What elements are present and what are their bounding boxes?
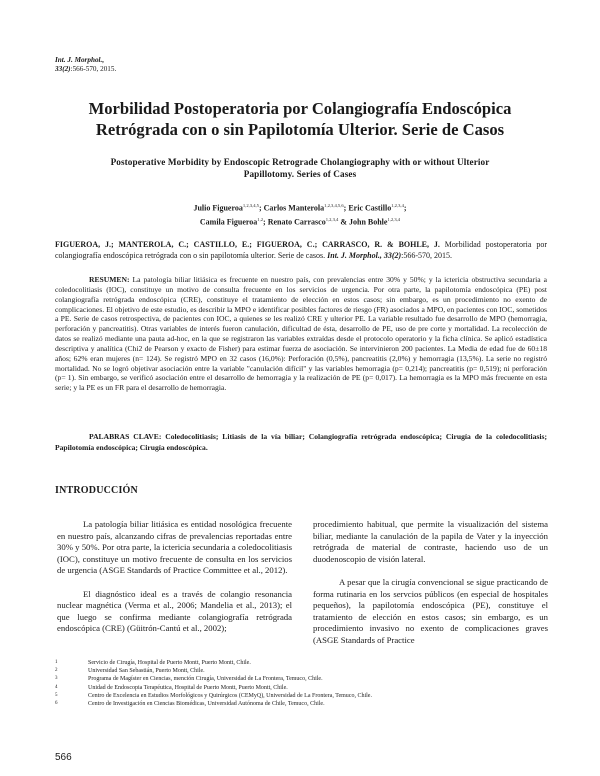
citation-pages: :566-570, 2015.	[401, 250, 453, 260]
footnote-text: Universidad San Sebastián, Puerto Montt, Chile.	[88, 668, 205, 675]
body-column-left	[57, 519, 292, 635]
footnote	[55, 700, 475, 708]
citation	[55, 240, 547, 261]
footnote-text: Centro de Excelencia en Estudios Morfológicos y Quirúrgicos (CEMyQ), Universidad de La Frontera, Temuco, Chile.	[88, 692, 372, 699]
footnote	[55, 659, 475, 667]
footnote-text: Centro de Investigación en Ciencias Biomédicas, Universidad Autónoma de Chile, Temuco, Chile.	[88, 701, 325, 708]
keywords-label: PALABRAS CLAVE:	[89, 432, 162, 441]
paragraph: El diagnóstico ideal es a través de colangio resonancia nuclear magnética (Verma et al., 2006; Mandelia et al., 2013); el que luego se confirma mediante colangiografía retrógrada endoscópica (CRE) (Güitrón-Cantú et al., 2002);	[57, 588, 292, 634]
abstract	[55, 275, 547, 393]
abstract-text: La patología biliar litiásica es frecuente en nuestro país, con prevalencias entre 30% y 50%; y la ictericia obstructiva secundaria a coledocolitiasis (IOC), constituye un motivo de consulta frecuente en los servicios de urgencia. Por otra parte, la papilotomía endoscópica (PE) post colangiografía retrógrada endoscópica (CRE), constituye el tratamiento de elección en estos casos; sin embargo, es un procedimiento no exento de complicaciones. El objetivo de este estudio, es describir la MPO e identificar posibles factores de riesgo (FR) asociados a MPO, en pacientes con IOC, sometidos a PE. Serie de casos retrospectiva, de pacientes con IOC, a quienes se les realizó CRE y ulterior PE. La variable resultado fue desarrollo de MPO (hemorragia, perforación y pancreatitis). Otras variables de interés fueron canulación, dificultad de ésta, desarrollo de PE, uso de pre corte y mortalidad. La recolección de datos se realizó mediante una pauta ad-hoc, en la que se registraron las variables extraídas desde el protocolo operatorio y la ficha clínica. Se aplicó estadística descriptiva y analítica (Chi2 de Pearson y exacto de Fisher) para estimar fuerza de asociación. Se intervinieron 200 pacientes. La Media de edad fue de 60±18 años; 62% eran mujeres (n= 124). Se registró MPO en 32 casos (16,0%): Perforación (0,5%), pancreatitis (2,0%) y hemorragia (13,5%). La serie no registró mortalidad. No se logró objetivar asociación entre la variable "canulación difícil" y las variables hemorragia (p= 0,214); pancreatitis (p= 0,519); ni perforación (p= 1). Sin embargo, se verificó asociación entre el desarrollo de hemorragia y la realización de PE (p= 0,017). La hemorragia es la MPO más frecuente en esta serie; y la PE es un FR para el desarrollo de hemorragia.	[55, 275, 547, 393]
citation-authors: FIGUEROA, J.; MANTEROLA, C.; CASTILLO, E.; FIGUEROA, C.; CARRASCO, R. & BOHLE, J.	[55, 240, 440, 249]
paragraph: La patología biliar litiásica es entidad nosológica frecuente en nuestro país, alcanzando cifras de prevalencias reportadas entre 30% y 50%. Por otra parte, la ictericia secundaria a coledocolitiasis (IOC), constituye un motivo frecuente de consulta en los servicios de urgencia (ASGE Standards of Practice Committee et al., 2012).	[57, 519, 292, 576]
author-affiliation: 1,2,3,4	[387, 217, 401, 223]
footnote-text: Programa de Magíster en Ciencias, mención Cirugía, Universidad de La Frontera, Temuco, Chile.	[88, 676, 323, 683]
page-number: 566	[55, 752, 72, 763]
journal-issue: 33(2)	[55, 65, 71, 73]
footnote-text: Servicio de Cirugía, Hospital de Puerto Montt, Puerto Montt, Chile.	[88, 660, 251, 666]
author-name: Carlos Manterola	[263, 203, 325, 213]
citation-journal: Int. J. Morphol., 33(2)	[327, 250, 402, 260]
paragraph: procedimiento habitual, que permite la visualización del sistema biliar, mediante la canulación de la papila de Vater y la inyección retrógrada de material de contraste, haciendo uso de un duodenoscopio de visión lateral.	[313, 519, 548, 564]
citation-text: Morbilidad postoperatoria por colangiografía endoscópica retrógrada con o sin papilotomía ulterior. Serie de casos.	[55, 240, 547, 260]
author-affiliation: 1,2,3,4,5,6	[324, 203, 344, 208]
article-title: Morbilidad Postoperatoria por Colangiografía Endoscópica Retrógrada con o sin Papilotomía Ulterior. Serie de Casos	[88, 99, 512, 139]
footnote-mark: 6	[55, 701, 58, 707]
footnotes	[55, 659, 475, 708]
footnote-mark: 3	[55, 676, 58, 682]
journal-reference	[55, 56, 116, 74]
footnote	[55, 667, 475, 675]
footnote-text: Unidad de Endoscopia Terapéutica, Hospital de Puerto Montt, Puerto Montt, Chile.	[88, 684, 288, 691]
journal-name: Int. J. Morphol.,	[55, 56, 105, 64]
footnote-mark: 5	[55, 692, 58, 698]
author-list: Julio Figueroa$^{1,2,3,4,5}$; Carlos Manterola$^{1,2,3,4,5,6}$; Eric Castillo$^{1,2,3,4}$; Camila Figueroa$^{1,2}$; Renato Carrasco$^{1,2,3,4}$ & John Bohle$^{1,2,3,4}$	[193, 203, 407, 227]
english-title: Postoperative Morbidity by Endoscopic Retrograde Cholangiography with or without Ulterior Papillotomy. Series of Cases	[110, 157, 490, 179]
footnote	[55, 692, 475, 700]
author-affiliation: 1,2,3,4	[325, 217, 339, 223]
keywords	[55, 432, 547, 453]
footnote	[55, 684, 475, 692]
author-name: Renato Carrasco	[267, 217, 326, 227]
author-affiliation: 1,2,3,4	[391, 203, 404, 208]
author-name: Eric Castillo	[348, 203, 392, 213]
journal-pages: :566-570, 2015.	[70, 65, 117, 73]
author-affiliation: 1,2,3,4,5	[242, 203, 259, 208]
author-name: Camila Figueroa	[199, 217, 258, 227]
author-name: Julio Figueroa	[193, 203, 243, 213]
footnote-mark: 4	[55, 684, 58, 690]
body-column-right	[313, 519, 548, 647]
author-affiliation: 1,2	[257, 217, 264, 223]
footnote	[55, 675, 475, 683]
section-heading: INTRODUCCIÓN	[55, 485, 138, 496]
paragraph: A pesar que la cirugía convencional se sigue practicando de forma rutinaria en los servcios públicos (en especial de hospitales pequeños), la papilotomía endoscópica (PE), constituye el tratamiento de elección en estos casos; sin embargo, es un procedimiento invasivo no exento de complicaciones graves (ASGE Standards of Practice	[313, 576, 548, 645]
footnote-mark: 1	[55, 660, 58, 665]
author-name: John Bohle	[349, 217, 388, 227]
footnote-mark: 2	[55, 668, 58, 674]
abstract-label: RESUMEN:	[89, 275, 130, 284]
keywords-text: Coledocolitiasis; Litiasis de la vía biliar; Colangiografía retrógrada endoscópica; Cirugía de la coledocolitiasis; Papilotomía endoscópica; Cirugía endoscópica.	[55, 432, 547, 452]
